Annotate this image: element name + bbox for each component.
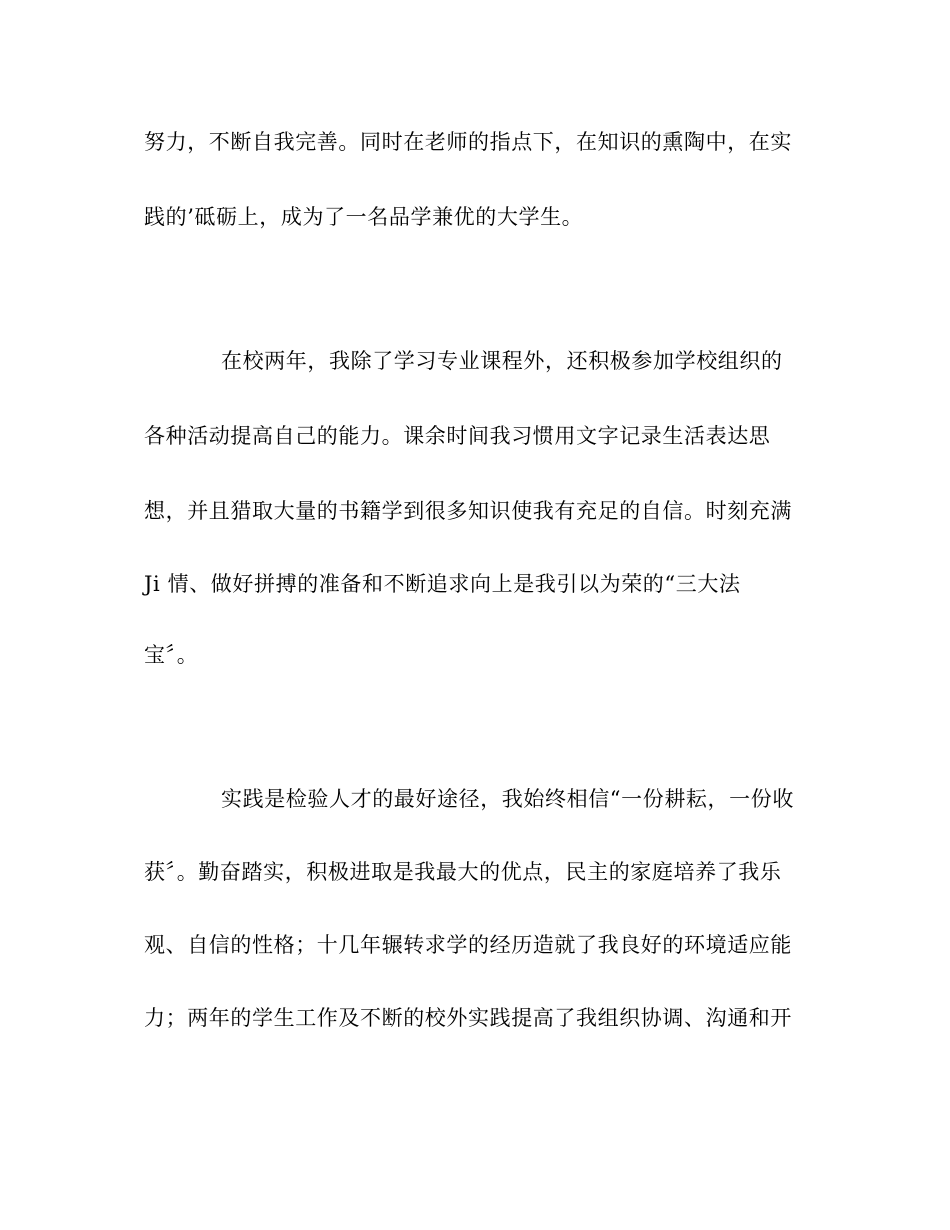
text-line: 获〞。勤奋踏实，积极进取是我最大的优点，民主的家庭培养了我乐 <box>144 860 782 884</box>
text-line: 践的’砥砺上，成为了一名品学兼优的大学生。 <box>144 205 584 229</box>
text-line: 在校两年，我除了学习专业课程外，还积极参加学校组织的 <box>221 349 783 373</box>
text-line: 力；两年的学生工作及不断的校外实践提高了我组织协调、沟通和开 <box>144 1006 792 1030</box>
text-line: 宝〞。 <box>144 643 199 667</box>
text-line: 观、自信的性格；十几年辗转求学的经历造就了我良好的环境适应能 <box>144 933 792 957</box>
text-line: 各种活动提高自己的能力。课余时间我习惯用文字记录生活表达思 <box>144 424 771 448</box>
text-line: 努力，不断自我完善。同时在老师的指点下，在知识的熏陶中，在实 <box>144 130 792 154</box>
text-line: Ji 情、做好拼搏的准备和不断追求向上是我引以为荣的“三大法 <box>144 572 741 596</box>
text-line: 实践是检验人才的最好途径，我始终相信“一份耕耘，一份收 <box>221 787 794 811</box>
text-line: 想，并且猎取大量的书籍学到很多知识使我有充足的自信。时刻充满 <box>144 499 792 523</box>
